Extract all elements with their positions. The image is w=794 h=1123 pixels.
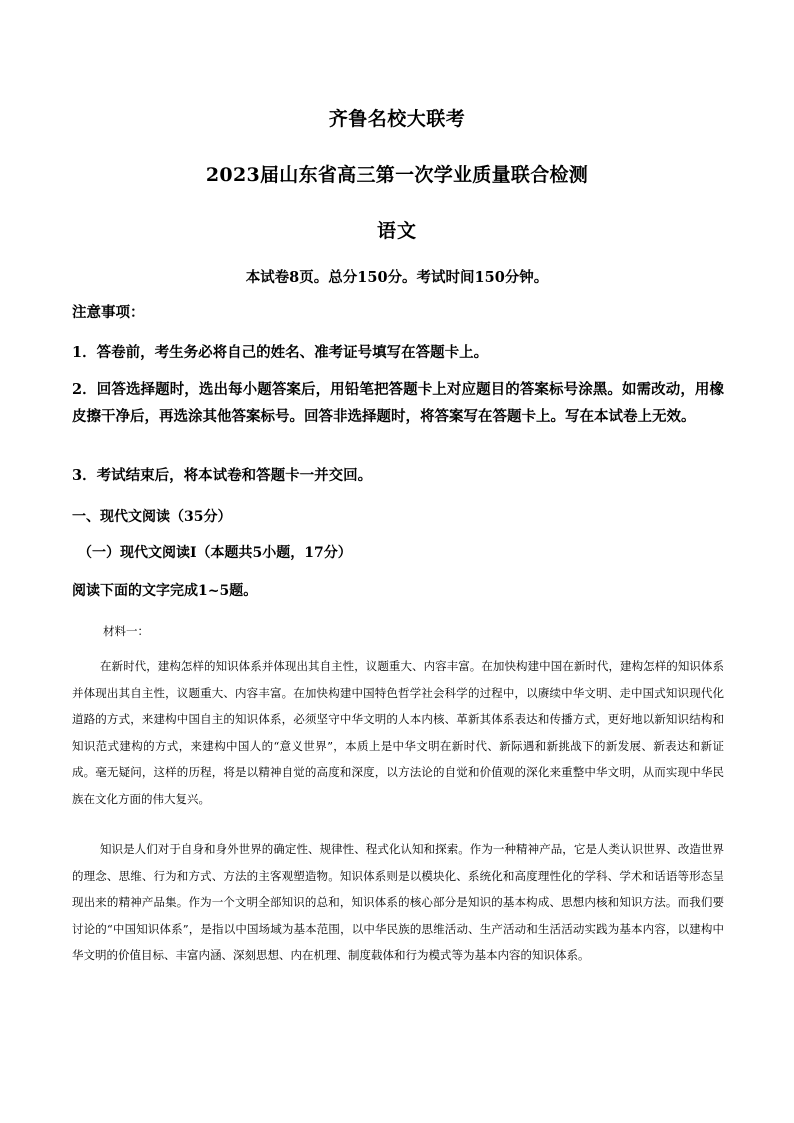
subject-title: 语文 xyxy=(376,220,417,242)
subsection-heading: （一）现代文阅读Ⅰ（本题共5小题，17分） xyxy=(78,545,352,561)
org-title: 齐鲁名校大联考 xyxy=(328,108,466,130)
reading-instruction: 阅读下面的文字完成1~5题。 xyxy=(72,583,258,599)
material-paragraph-2: 知识是人们对于自身和身外世界的确定性、规律性、程式化认知和探索。作为一种精神产品，它是人类认识世界、改造世界的理念、思维、行为和方式、方法的主客观塑造物。知识体系则是以模块化、系统化和高度理性化的学科、学术和话语等形态呈现出来的精神产品集。作为一个文明全部知识的总和，知识体系的核心部分是知识的基本构成、思想内核和知识方法。而我们要讨论的“中国知识体系”，是指以中国场域为基本范围，以中华民族的思维活动、生产活动和生活活动实践为基本内容，以建构中华文明的价值目标、丰富内涵、深刻思想、内在机理、制度载体和行为模式等为基本内容的知识体系。 xyxy=(72,842,724,962)
notice-item-1: 1．答卷前，考生务必将自己的姓名、准考证号填写在答题卡上。 xyxy=(72,344,489,361)
notice-item-2: 2．回答选择题时，选出每小题答案后，用铅笔把答题卡上对应题目的答案标号涂黑。如需改动，用橡皮擦干净后，再选涂其他答案标号。回答非选择题时，将答案写在答题卡上。写在本试卷上无效。 xyxy=(72,381,724,425)
notice-item-3: 3．考试结束后，将本试卷和答题卡一并交回。 xyxy=(72,467,373,484)
section-heading: 一、现代文阅读（35分） xyxy=(72,509,232,525)
exam-title: 2023届山东省高三第一次学业质量联合检测 xyxy=(205,164,589,186)
notice-heading: 注意事项： xyxy=(72,304,145,321)
exam-info: 本试卷8页。总分150分。考试时间150分钟。 xyxy=(245,269,549,286)
material-paragraph-1: 在新时代，建构怎样的知识体系并体现出其自主性，议题重大、内容丰富。在加快构建中国在新时代，建构怎样的知识体系并体现出其自主性，议题重大、内容丰富。在加快构建中国特色哲学社会科学的过程中，以赓续中华文明、走中国式知识现代化道路的方式，来建构中国自主的知识体系，必须坚守中华文明的人本内核、革新其体系表达和传播方式，更好地以新知识结构和知识范式建构的方式，来建构中国人的“意义世界”，本质上是中华文明在新时代、新际遇和新挑战下的新发展、新表达和新证成。毫无疑问，这样的历程，将是以精神自觉的高度和深度，以方法论的自觉和价值观的深化来重整中华文明，从而实现中华民族在文化方面的伟大复兴。 xyxy=(72,659,724,806)
material-label: 材料一： xyxy=(103,624,149,638)
